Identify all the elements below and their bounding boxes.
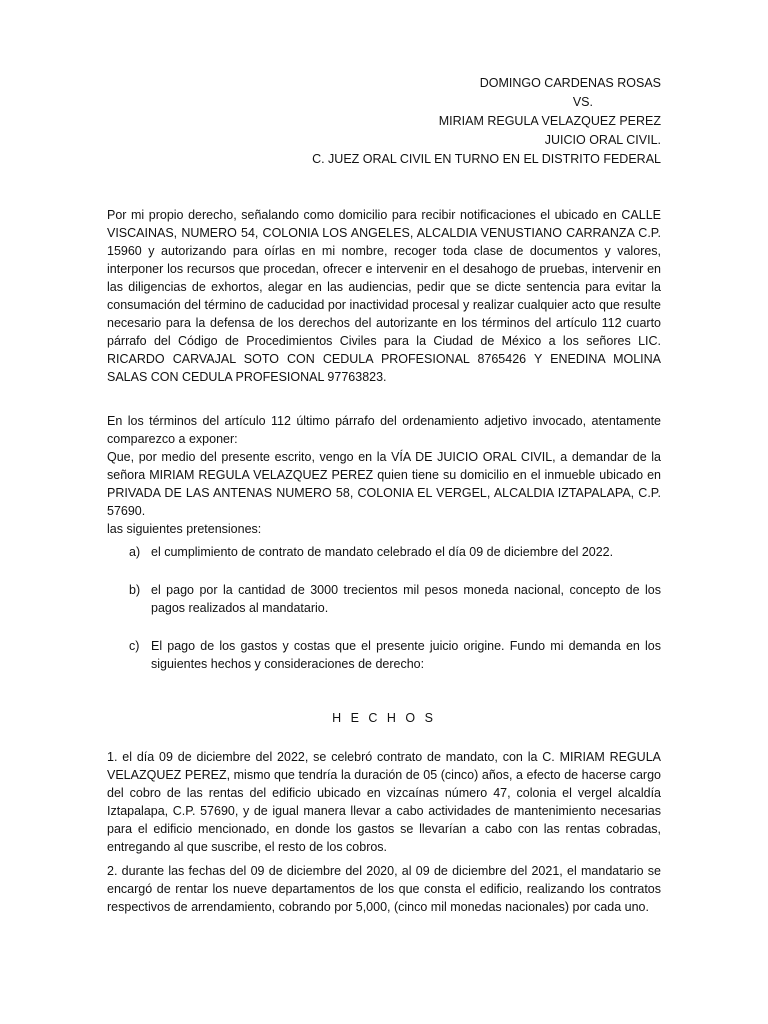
exposition-line-3: las siguientes pretensiones: bbox=[107, 522, 262, 536]
defendant-name: MIRIAM REGULA VELAZQUEZ PEREZ bbox=[438, 114, 661, 128]
list-marker: a) bbox=[129, 545, 141, 559]
pretension-item-c bbox=[107, 637, 661, 673]
trial-type: JUICIO ORAL CIVIL. bbox=[544, 133, 661, 147]
list-marker: b) bbox=[129, 583, 141, 597]
pretension-text: el cumplimiento de contrato de mandato celebrado el día 09 de diciembre del 2022. bbox=[151, 545, 614, 559]
court-addressee: C. JUEZ ORAL CIVIL EN TURNO EN EL DISTRITO FEDERAL bbox=[312, 152, 661, 166]
versus-label: VS. bbox=[572, 95, 593, 109]
exposition-line-2: Que, por medio del presente escrito, vengo en la VÍA DE JUICIO ORAL CIVIL, a demandar de la señora MIRIAM REGULA VELAZQUEZ PEREZ quien tiene su domicilio en el inmueble ubicado en PRIVADA DE LAS ANTENAS NUMERO 58, COLONIA EL VERGEL, ALCALDIA IZTAPALAPA, C.P. 57690. bbox=[107, 450, 661, 518]
plaintiff-name: DOMINGO CARDENAS ROSAS bbox=[479, 76, 661, 90]
case-header bbox=[312, 74, 661, 169]
exposition-line-1: En los términos del artículo 112 último párrafo del ordenamiento adjetivo invocado, atentamente comparezco a exponer: bbox=[107, 414, 661, 446]
list-marker: c) bbox=[129, 639, 140, 653]
intro-paragraph: Por mi propio derecho, señalando como domicilio para recibir notificaciones el ubicado en CALLE VISCAINAS, NUMERO 54, COLONIA LOS ANGELES, ALCALDIA VENUSTIANO CARRANZA C.P. 15960 y autorizando para oírlas en mi nombre, recoger toda clase de documentos y valores, interponer los recursos que procedan, ofrecer e intervenir en el desahogo de pruebas, intervenir en las diligencias de exhortos, alegar en las audiencias, pedir que se dicte sentencia para evitar la consumación del término de caducidad por inactividad procesal y realizar cualquier acto que resulte necesario para la defensa de los derechos del autorizante en los términos del artículo 112 cuarto párrafo del Código de Procedimientos Civiles para la Ciudad de México a los señores LIC. RICARDO CARVAJAL SOTO CON CEDULA PROFESIONAL 8765426 Y ENEDINA MOLINA SALAS CON CEDULA PROFESIONAL 97763823. bbox=[107, 208, 661, 384]
hecho-1: 1. el día 09 de diciembre del 2022, se celebró contrato de mandato, con la C. MIRIAM REGULA VELAZQUEZ PEREZ, mismo que tendría la duración de 05 (cinco) años, a efecto de hacerse cargo del cobro de las rentas del edificio ubicado en vizcaínas número 47, colonia el vergel alcaldía Iztapalapa, C.P. 57690, y de igual manera llevar a cabo actividades de mantenimiento necesarias para el edificio mencionado, en donde los gastos se llevarían a cabo con las rentas cobradas, entregando al que suscribe, el resto de los cobros. bbox=[107, 750, 661, 854]
pretension-text: El pago de los gastos y costas que el presente juicio origine. Fundo mi demanda en los siguientes hechos y consideraciones de derecho: bbox=[151, 639, 661, 671]
pretension-item-a bbox=[107, 543, 661, 561]
hecho-2: 2. durante las fechas del 09 de diciembre del 2020, al 09 de diciembre del 2021, el mandatario se encargó de rentar los nueve departamentos de los que consta el edificio, realizando los contratos respectivos de arrendamiento, cobrando por 5,000, (cinco mil monedas nacionales) por cada uno. bbox=[107, 864, 661, 914]
pretension-item-b bbox=[107, 581, 661, 617]
hechos-heading: H E C H O S bbox=[332, 711, 436, 725]
exposition-paragraph bbox=[107, 412, 661, 538]
pretension-text: el pago por la cantidad de 3000 trecientos mil pesos moneda nacional, concepto de los pagos realizados al mandatario. bbox=[151, 583, 661, 615]
